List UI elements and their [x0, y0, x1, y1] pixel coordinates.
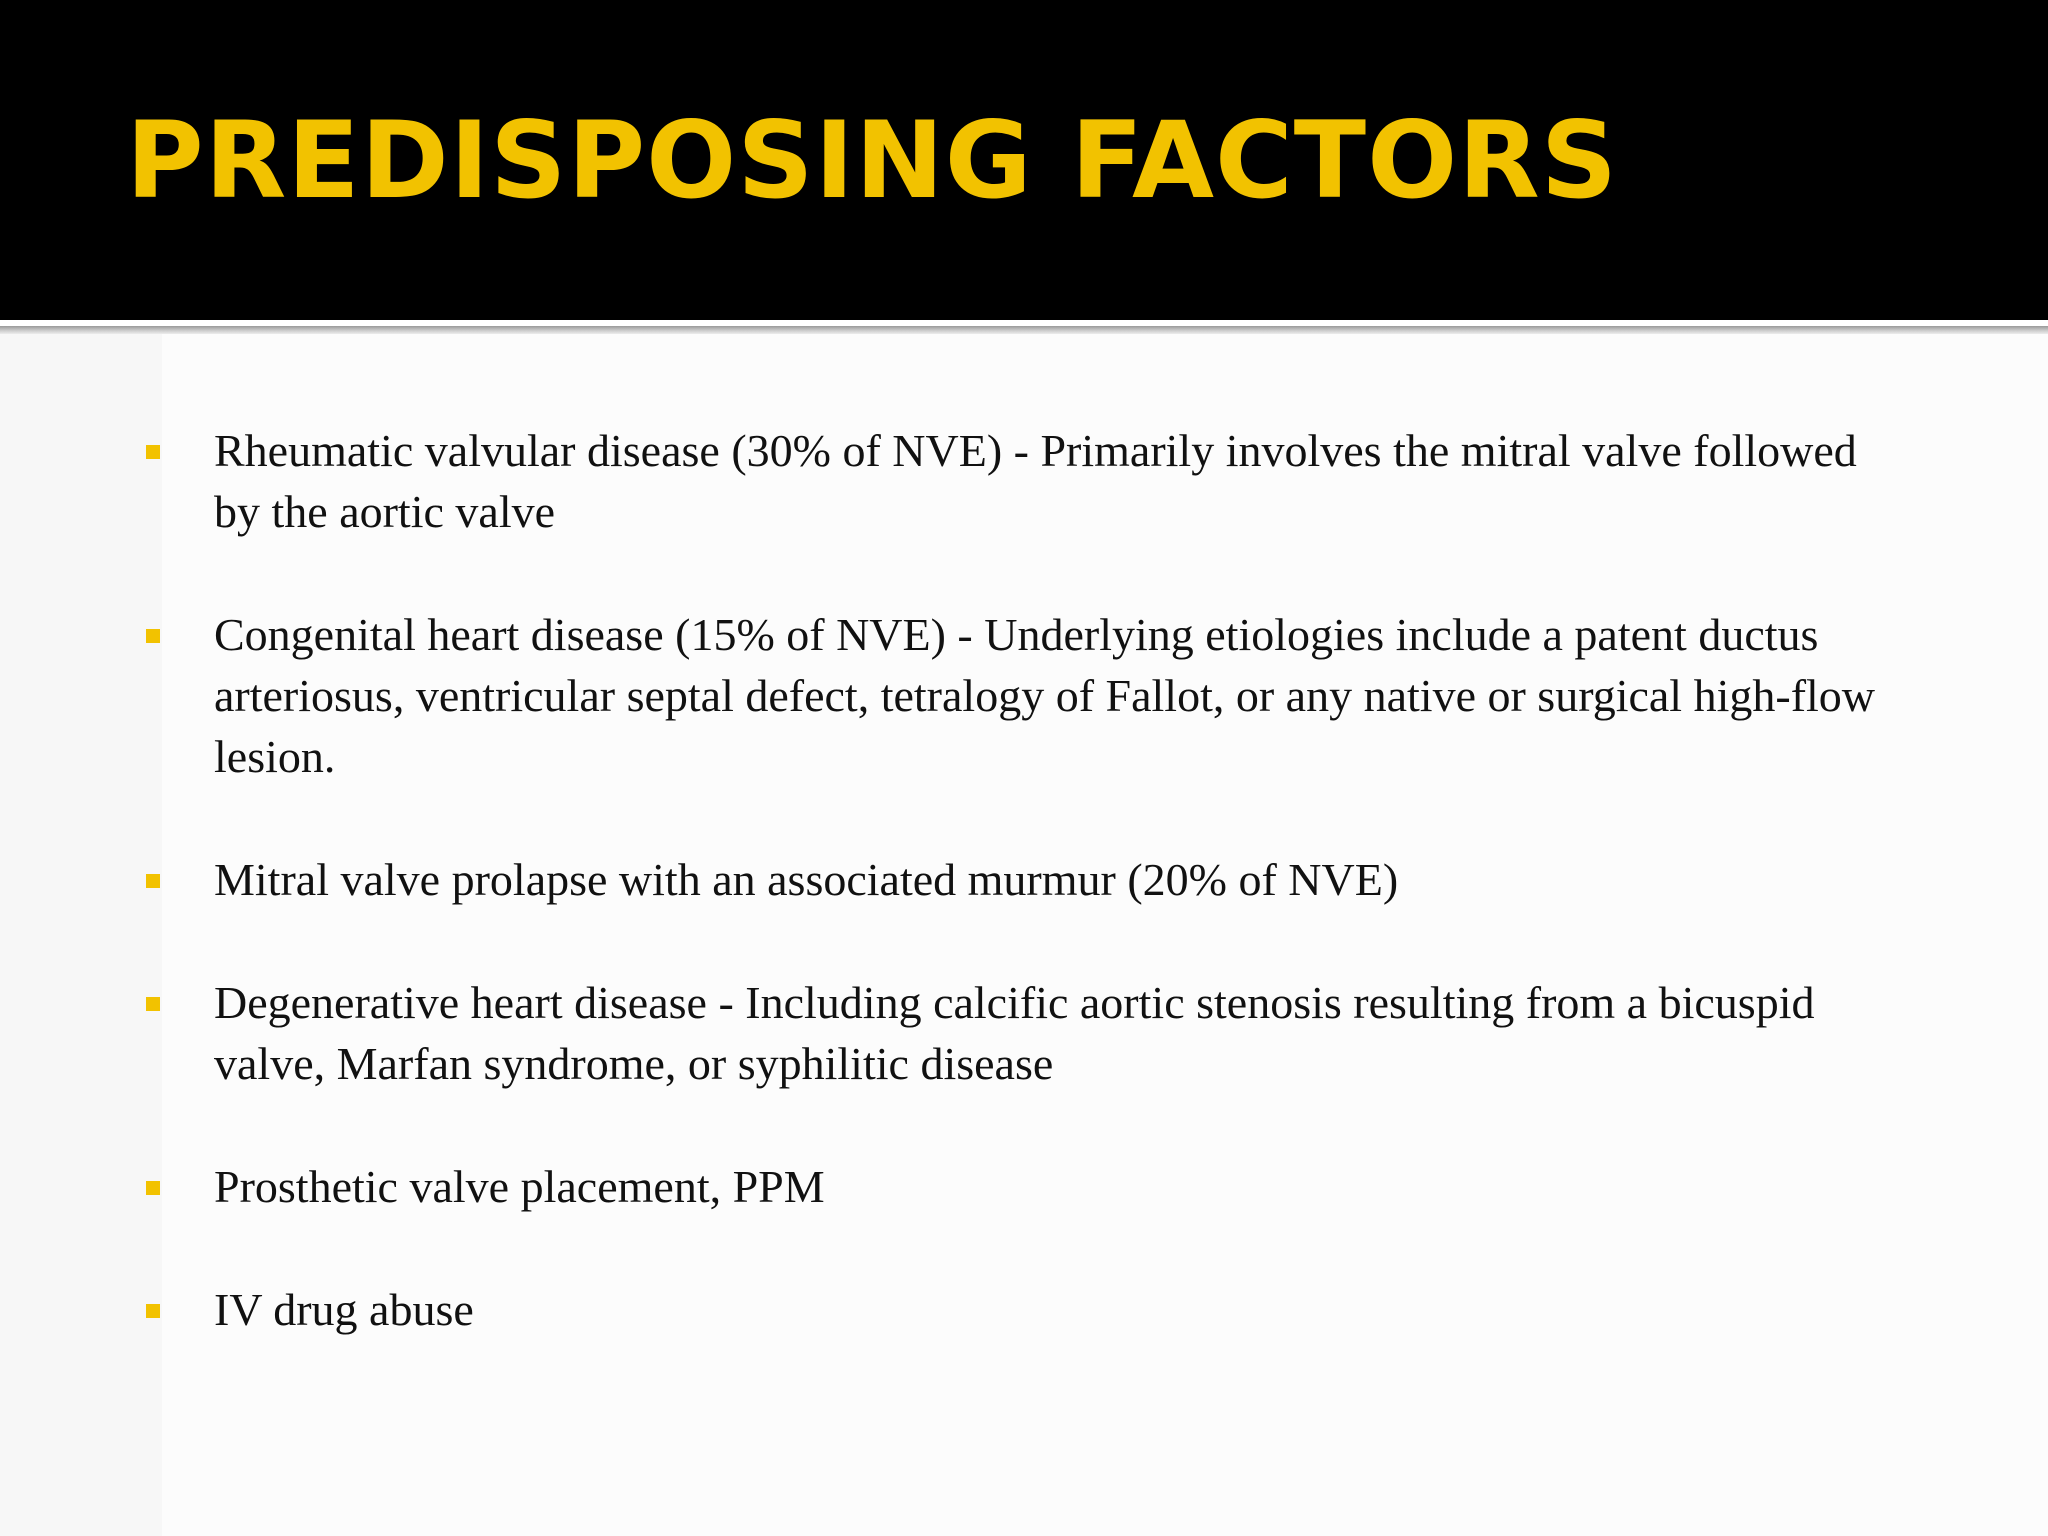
- square-bullet-icon: [146, 445, 160, 459]
- bullet-text: Rheumatic valvular disease (30% of NVE) - Primarily involves the mitral valve followed by the aortic valve: [214, 425, 1857, 537]
- bullet-text: Mitral valve prolapse with an associated murmur (20% of NVE): [214, 854, 1399, 905]
- bullet-list: [140, 420, 1880, 1402]
- title-bar: [0, 0, 2048, 320]
- square-bullet-icon: [146, 874, 160, 888]
- square-bullet-icon: [146, 629, 160, 643]
- square-bullet-icon: [146, 997, 160, 1011]
- bullet-item-degenerative-heart-disease: [140, 972, 1880, 1094]
- bullet-item-rheumatic-valvular-disease: [140, 420, 1880, 542]
- bullet-item-congenital-heart-disease: [140, 604, 1880, 787]
- bullet-text: IV drug abuse: [214, 1284, 474, 1335]
- bullet-text: Prosthetic valve placement, PPM: [214, 1161, 825, 1212]
- left-margin-shade: [0, 334, 162, 1536]
- bullet-item-iv-drug-abuse: [140, 1279, 1880, 1340]
- square-bullet-icon: [146, 1304, 160, 1318]
- slide-title: PREDISPOSING FACTORS: [126, 99, 1619, 222]
- bullet-item-prosthetic-valve-placement: [140, 1156, 1880, 1217]
- bullet-item-mitral-valve-prolapse: [140, 849, 1880, 910]
- square-bullet-icon: [146, 1181, 160, 1195]
- bullet-text: Congenital heart disease (15% of NVE) - Underlying etiologies include a patent ductus arteriosus, ventricular septal defect, tetralogy of Fallot, or any native or surgical high-flow lesion.: [214, 609, 1876, 782]
- bullet-text: Degenerative heart disease - Including calcific aortic stenosis resulting from a bicuspid valve, Marfan syndrome, or syphilitic disease: [214, 977, 1815, 1089]
- title-divider: [0, 326, 2048, 334]
